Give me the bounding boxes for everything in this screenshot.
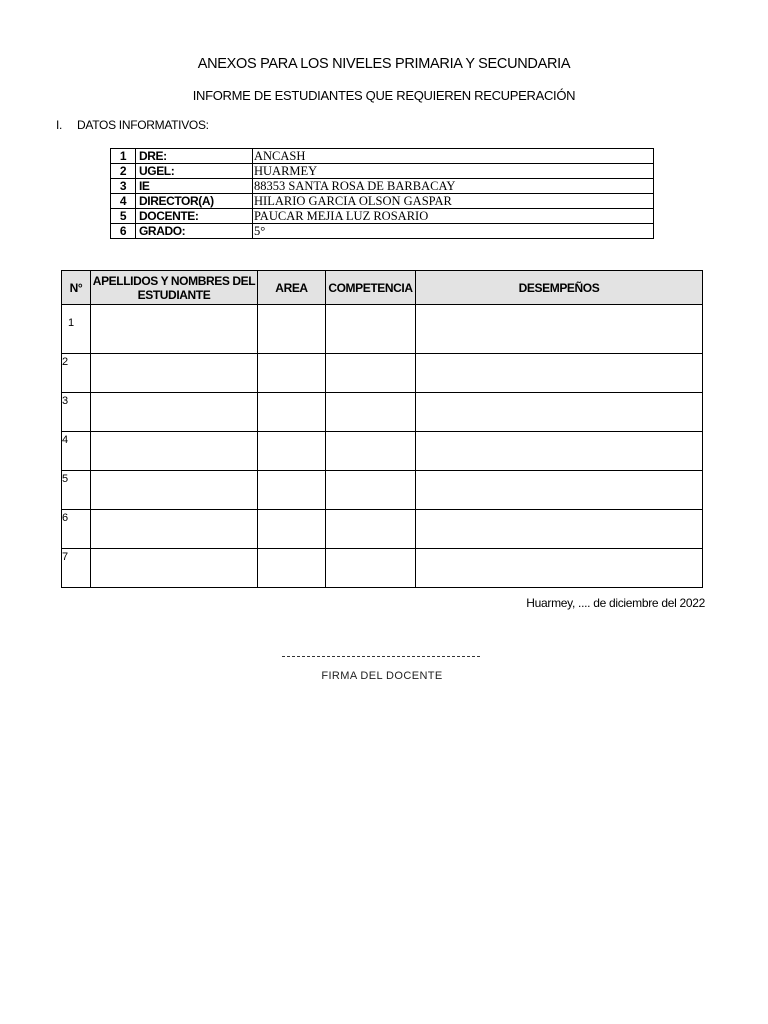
row-number: 3 (62, 393, 91, 432)
competencia-cell[interactable] (326, 549, 416, 588)
info-row-value: 5° (253, 224, 654, 239)
area-cell[interactable] (258, 471, 326, 510)
info-row-value: HUARMEY (253, 164, 654, 179)
document-title: ANEXOS PARA LOS NIVELES PRIMARIA Y SECUNDARIA (197, 56, 571, 72)
desempenos-cell[interactable] (416, 305, 703, 354)
competencia-cell[interactable] (326, 510, 416, 549)
table-row (62, 510, 703, 549)
student-name-cell[interactable] (91, 393, 258, 432)
info-row-label: DRE: (136, 149, 253, 164)
table-header-row (62, 271, 703, 305)
column-header-area: AREA (258, 271, 326, 305)
column-header-desempenos: DESEMPEÑOS (416, 271, 703, 305)
competencia-cell[interactable] (326, 471, 416, 510)
info-row-value: HILARIO GARCIA OLSON GASPAR (253, 194, 654, 209)
info-row-label: GRADO: (136, 224, 253, 239)
column-header-number: N° (62, 271, 91, 305)
area-cell[interactable] (258, 549, 326, 588)
row-number: 2 (62, 354, 91, 393)
desempenos-cell[interactable] (416, 549, 703, 588)
table-row (62, 471, 703, 510)
table-row (62, 305, 703, 354)
area-cell[interactable] (258, 305, 326, 354)
section-number: I. (56, 118, 63, 132)
column-header-competencia: COMPETENCIA (326, 271, 416, 305)
info-row-number: 1 (111, 149, 136, 164)
student-name-cell[interactable] (91, 549, 258, 588)
area-cell[interactable] (258, 393, 326, 432)
info-row-number: 3 (111, 179, 136, 194)
area-cell[interactable] (258, 510, 326, 549)
desempenos-cell[interactable] (416, 393, 703, 432)
info-row-label: DIRECTOR(A) (136, 194, 253, 209)
student-name-cell[interactable] (91, 305, 258, 354)
competencia-cell[interactable] (326, 393, 416, 432)
students-table (61, 270, 703, 588)
area-cell[interactable] (258, 354, 326, 393)
row-number: 1 (62, 305, 91, 354)
info-row-value: ANCASH (253, 149, 654, 164)
info-row-value: PAUCAR MEJIA LUZ ROSARIO (253, 209, 654, 224)
desempenos-cell[interactable] (416, 471, 703, 510)
info-table (110, 148, 654, 239)
info-row-dre (111, 149, 654, 164)
student-name-cell[interactable] (91, 354, 258, 393)
info-row-docente (111, 209, 654, 224)
table-row (62, 393, 703, 432)
student-name-cell[interactable] (91, 471, 258, 510)
table-row (62, 354, 703, 393)
row-number: 6 (62, 510, 91, 549)
row-number: 7 (62, 549, 91, 588)
info-row-director (111, 194, 654, 209)
info-row-number: 6 (111, 224, 136, 239)
table-row (62, 549, 703, 588)
info-row-label: DOCENTE: (136, 209, 253, 224)
student-name-cell[interactable] (91, 510, 258, 549)
competencia-cell[interactable] (326, 432, 416, 471)
desempenos-cell[interactable] (416, 354, 703, 393)
info-row-grado (111, 224, 654, 239)
section-label: DATOS INFORMATIVOS: (77, 118, 209, 132)
info-row-label: IE (136, 179, 253, 194)
info-row-number: 2 (111, 164, 136, 179)
document-subtitle: INFORME DE ESTUDIANTES QUE REQUIEREN RECUPERACIÓN (192, 88, 576, 103)
signature-line (282, 656, 480, 657)
info-row-value: 88353 SANTA ROSA DE BARBACAY (253, 179, 654, 194)
date-line: Huarmey, .... de diciembre del 2022 (526, 596, 705, 610)
info-row-ie (111, 179, 654, 194)
info-row-ugel (111, 164, 654, 179)
competencia-cell[interactable] (326, 354, 416, 393)
column-header-name: APELLIDOS Y NOMBRES DEL ESTUDIANTE (91, 271, 258, 305)
row-number: 5 (62, 471, 91, 510)
student-name-cell[interactable] (91, 432, 258, 471)
signature-label: FIRMA DEL DOCENTE (321, 670, 443, 682)
info-row-label: UGEL: (136, 164, 253, 179)
row-number: 4 (62, 432, 91, 471)
desempenos-cell[interactable] (416, 432, 703, 471)
section-heading (56, 118, 209, 132)
desempenos-cell[interactable] (416, 510, 703, 549)
competencia-cell[interactable] (326, 305, 416, 354)
area-cell[interactable] (258, 432, 326, 471)
table-row (62, 432, 703, 471)
info-row-number: 5 (111, 209, 136, 224)
info-row-number: 4 (111, 194, 136, 209)
